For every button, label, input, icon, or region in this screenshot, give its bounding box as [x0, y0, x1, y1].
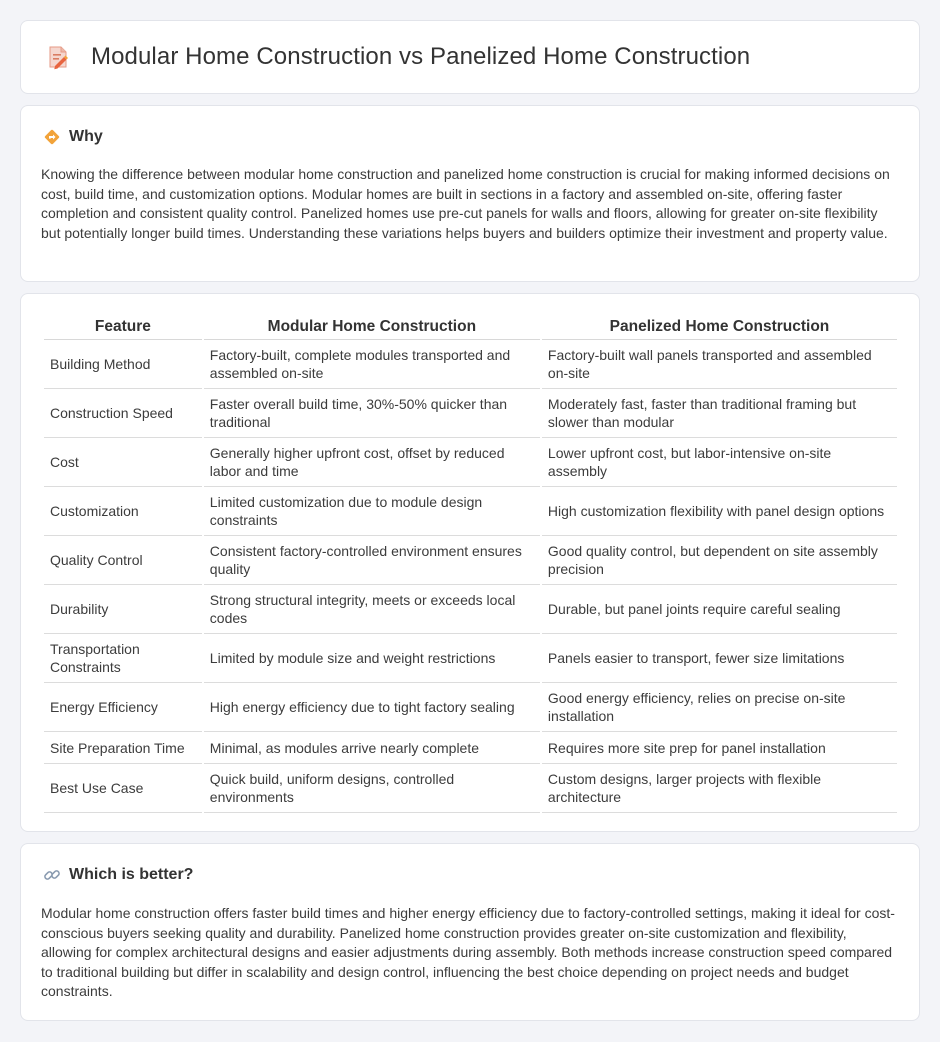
why-heading-row	[43, 128, 103, 146]
why-card	[20, 105, 920, 282]
better-card	[20, 843, 920, 1021]
row-panelized: Custom designs, larger projects with flexible architecture	[542, 764, 897, 813]
row-feature: Energy Efficiency	[44, 683, 202, 732]
table-row	[44, 634, 897, 683]
diamond-direction-icon	[43, 128, 61, 146]
row-feature: Durability	[44, 585, 202, 634]
row-modular: Limited customization due to module design constraints	[204, 487, 540, 536]
row-modular: Consistent factory-controlled environment ensures quality	[204, 536, 540, 585]
table-row	[44, 438, 897, 487]
row-feature: Cost	[44, 438, 202, 487]
row-modular: Minimal, as modules arrive nearly complete	[204, 732, 540, 764]
header-modular: Modular Home Construction	[204, 316, 540, 340]
row-modular: Faster overall build time, 30%-50% quicker than traditional	[204, 389, 540, 438]
table-header-row	[44, 316, 897, 340]
why-heading: Why	[69, 128, 103, 145]
row-panelized: Good energy efficiency, relies on precise on-site installation	[542, 683, 897, 732]
comparison-table	[42, 316, 899, 813]
row-feature: Best Use Case	[44, 764, 202, 813]
row-feature: Construction Speed	[44, 389, 202, 438]
row-panelized: Good quality control, but dependent on site assembly precision	[542, 536, 897, 585]
header-panelized: Panelized Home Construction	[542, 316, 897, 340]
table-row	[44, 683, 897, 732]
header-feature: Feature	[44, 316, 202, 340]
row-modular: Quick build, uniform designs, controlled environments	[204, 764, 540, 813]
document-pencil-icon	[45, 44, 71, 70]
row-modular: High energy efficiency due to tight factory sealing	[204, 683, 540, 732]
title-card	[20, 20, 920, 94]
table-row	[44, 340, 897, 389]
why-body: Knowing the difference between modular home construction and panelized home construction is crucial for making informed decisions on cost, build time, and customization options. Modular homes are built in sections in a factory and assembled on-site, offering faster completion and consistent quality control. Panelized homes use pre-cut panels for walls and floors, allowing for greater on-site flexibility but potentially longer build times. Understanding these variations helps buyers and builders optimize their investment and property value.	[41, 166, 890, 241]
table-row	[44, 536, 897, 585]
title-row	[45, 43, 750, 71]
row-feature: Quality Control	[44, 536, 202, 585]
better-heading: Which is better?	[69, 866, 194, 883]
row-modular: Limited by module size and weight restrictions	[204, 634, 540, 683]
row-modular: Factory-built, complete modules transported and assembled on-site	[204, 340, 540, 389]
row-modular: Strong structural integrity, meets or exceeds local codes	[204, 585, 540, 634]
row-feature: Customization	[44, 487, 202, 536]
better-body: Modular home construction offers faster build times and higher energy efficiency due to factory-controlled settings, making it ideal for cost-conscious buyers seeking quality and durability. Panelized home construction provides greater on-site customization and flexibility, allowing for complex architectural designs and easier adjustments during assembly. Both methods increase construction speed compared to traditional building but differ in scalability and design control, influencing the best choice depending on project needs and budget constraints.	[41, 905, 895, 1000]
row-feature: Building Method	[44, 340, 202, 389]
better-heading-row	[43, 866, 193, 884]
row-panelized: Moderately fast, faster than traditional framing but slower than modular	[542, 389, 897, 438]
comparison-card	[20, 293, 920, 832]
table-row	[44, 487, 897, 536]
row-feature: Transportation Constraints	[44, 634, 202, 683]
table-row	[44, 585, 897, 634]
table-row	[44, 732, 897, 764]
table-row	[44, 764, 897, 813]
row-panelized: Panels easier to transport, fewer size limitations	[542, 634, 897, 683]
row-panelized: Durable, but panel joints require careful sealing	[542, 585, 897, 634]
row-panelized: Requires more site prep for panel installation	[542, 732, 897, 764]
link-icon	[43, 866, 61, 884]
table-row	[44, 389, 897, 438]
row-feature: Site Preparation Time	[44, 732, 202, 764]
row-panelized: Lower upfront cost, but labor-intensive on-site assembly	[542, 438, 897, 487]
row-modular: Generally higher upfront cost, offset by reduced labor and time	[204, 438, 540, 487]
row-panelized: Factory-built wall panels transported and assembled on-site	[542, 340, 897, 389]
row-panelized: High customization flexibility with panel design options	[542, 487, 897, 536]
page-title: Modular Home Construction vs Panelized Home Construction	[91, 43, 751, 70]
